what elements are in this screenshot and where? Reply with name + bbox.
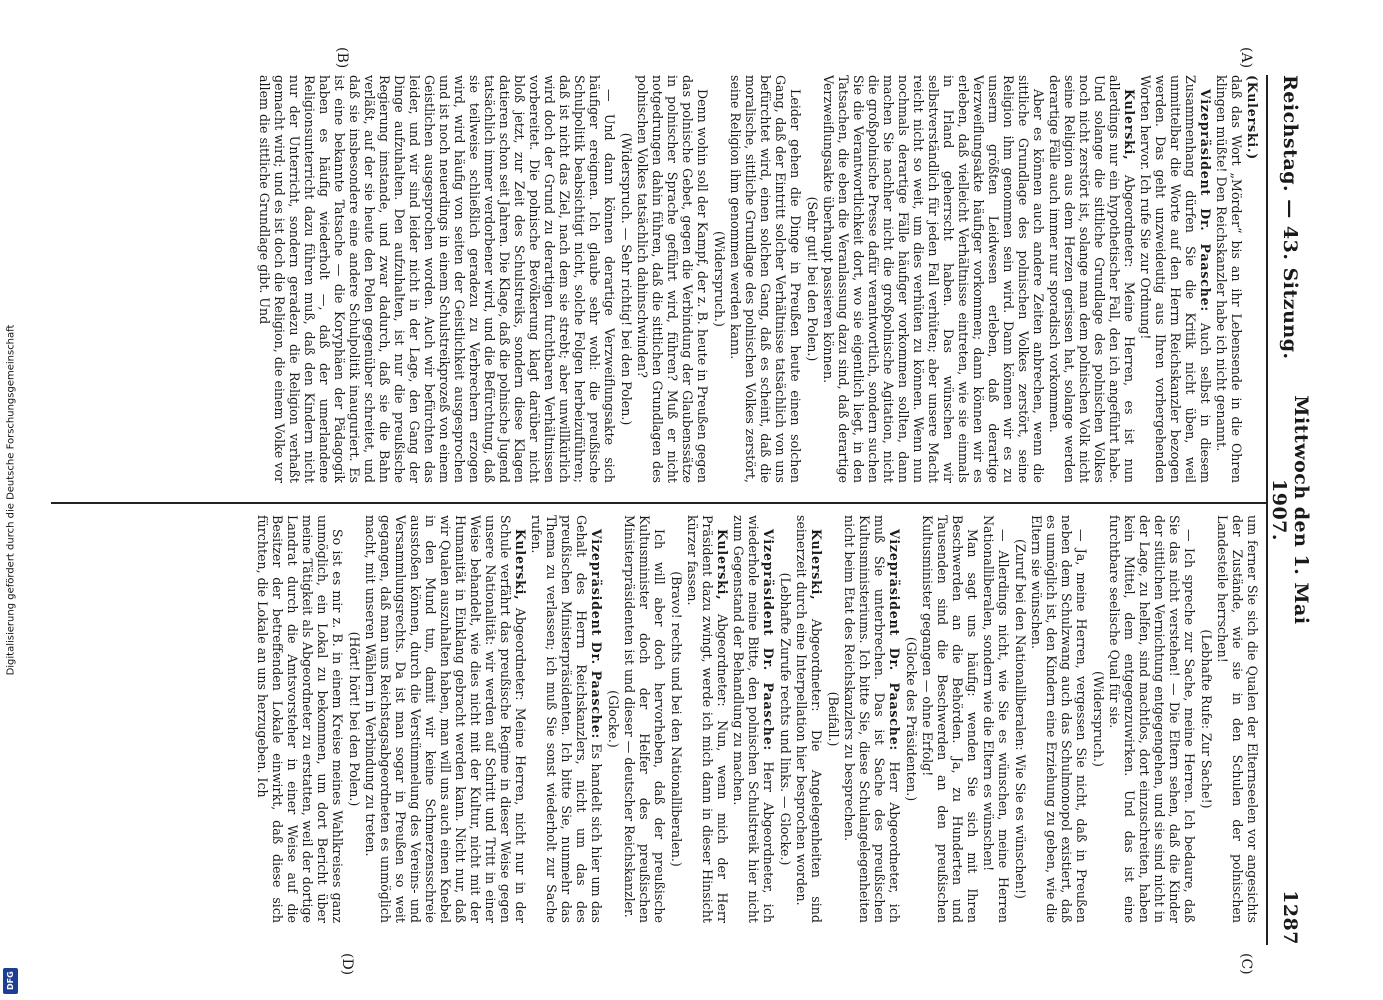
credit-text: Digitalisierung gefördert durch die Deutsche Forschungsgemeinschaft (5, 324, 17, 676)
speech-paragraph (685, 515, 730, 923)
speech-paragraph (842, 515, 902, 923)
speaker-name: Vizepräsident Dr. Paasche: (761, 529, 776, 751)
paragraph: Leider gehen die Dinge in Preußen heute einen solchen Gang, daß der Eintritt solcher Verhältnisse tatsächlich von uns befürchtet wird, einen solchen Gang, daß es scheint, daß die moralische, sittliche Grundlage des polnischen Volkes zerstört, seine Religion ihm genommen werden kann. (728, 75, 803, 483)
interjection: (Glocke.) (606, 690, 621, 748)
right-column (55, 515, 1260, 923)
speech-text: Abgeordneter: Nun, wenn mich der Herr Präsident dazu zwingt, werde ich mich dann in dieser Hinsicht kürzer fassen. (685, 515, 730, 923)
speech-paragraph (1047, 75, 1137, 483)
interjection: (Bravo! rechts und bei den Nationalliberalen.) (669, 571, 684, 867)
speech-paragraph (529, 515, 604, 923)
margin-marker-b: (B) (334, 47, 350, 69)
speech-text: Abgeordneter: Meine Herren, es ist nun allerdings nur ein hypothetischer Fall, den ich angeführt habe. Und solange die sittliche Grundlage des polnischen Volkes noch nicht zerstört ist, solange man dem polnischen Volk nicht seine Religion aus dem Herzen gerissen hat, solange werden derartige Fälle auch immer nur sporadisch vorkommen. (1047, 75, 1137, 483)
speech-paragraph (1138, 75, 1213, 483)
margin-marker-d: (D) (339, 953, 355, 976)
speech-paragraph (731, 515, 776, 923)
running-head (1270, 75, 1310, 945)
speech-paragraph (363, 515, 528, 923)
interjection: (Sehr gut! bei den Polen.) (805, 196, 820, 362)
interjection: (Hört! hört! bei den Polen.) (347, 631, 362, 807)
speech-paragraph (794, 515, 824, 923)
scanned-page (45, 47, 1312, 976)
running-head-date: Mittwoch den 1. Mai 1907. (1268, 395, 1312, 625)
speech-text: Herr Abgeordneter, ich wiederhole meine Bitte, den polnischen Schulstreik hier nicht zum Gegenstand der Behandlung zu machen. (731, 515, 776, 923)
paragraph: um ferner Sie sich die Qualen der Elternseelen vor angesichts der Zustände, wie sie in den Schulen der polnischen Landesteile herrschen! (1215, 515, 1260, 923)
speaker-name: Kulerski, (513, 529, 528, 601)
page-number: 1287 (1279, 890, 1301, 945)
speech-text: Abgeordneter: Die Angelegenheiten sind seinerzeit durch eine Interpellation hier besprochen worden. (794, 515, 824, 923)
paragraph: Man sagt uns häufig: wenden Sie sich mit Ihren Beschwerden an die Behörden. Ja, zu Hunderten und Tausenden sind die Beschwerden an den preußischen Kultusminister gegangen — ohne Erfolg! (920, 515, 980, 923)
running-head-session: Reichstag. — 43. Sitzung. (1279, 75, 1301, 360)
paragraph: So ist es mir z. B. in einem Kreise meines Wahlkreises ganz unmöglich, ein Lokal zu bekommen, um dort Bericht über meine Tätigkeit als Abgeordneter zu erstatten, weil der dortige Landrat durch die Amtsvorsteher in einer Weise auf die Besitzer der betreffenden Lokale einwirkt, daß diese sich fürchten, die Lokale an uns herzugeben. Ich (255, 515, 345, 923)
speaker-name: Kulerski, (1122, 89, 1137, 161)
paragraph: Denn wohin soll der Kampf, der z. B. heute in Preußen gegen das polnische Gebet, gegen die Verbindung der Glaubenssätze in polnischer Sprache geführt wird, führen? Muß er nicht notgedrungen dahin führen, daß die sittlichen Grundlagen des polnischen Volkes tatsächlich dahinschwinden? (635, 75, 710, 483)
paragraph: daß das Wort „Mörder“ bis an ihr Lebensende in die Ohren klingen müßte! Den Reichskanzler habe ich nicht genannt. (1214, 75, 1244, 483)
paragraph: — Ich spreche zur Sache, meine Herren. Ich bedaure, daß Sie das nicht verstehen! — Die Eltern sehen, daß die Kinder der sittlichen Vernichtung entgegengehen, und sie sind nicht in der Lage, zu helfen, sind machtlos, dort einzuschreiten, haben kein Mittel, dem entgegenzuwirken. Und das ist eine furchtbare seelische Qual für sie. (1107, 515, 1197, 923)
interjection: (Beifall.) (826, 691, 841, 747)
interjection: (Glocke des Präsidenten.) (904, 636, 919, 802)
dfg-logo: DFG (3, 968, 18, 994)
speech-text: Abgeordneter: Meine Herren, nicht nur in der Schule verfährt das preußische Regime in dieser Weise gegen unsere Nationalität: wir werden auf Schritt und Tritt in einer Weise behandelt, wie dies nicht mit der Kultur, nicht mit der Humanität in Einklang gebracht werden kann. Nicht nur, daß wir Qualen auszuhalten haben, man will uns auch einen Knebel in den Mund tun, damit wir keine Schmerzensschreie ausstoßen können, durch die Verstümmelung des Vereins- und Versammlungsrechts. Da ist man sogar in Preußen so weit gegangen, daß man uns Reichstagsabgeordneten es unmöglich macht, mit unseren Wählern in Verbindung zu treten. (363, 515, 528, 923)
left-column (55, 75, 1260, 483)
interjection: (Lebhafte Zurufe rechts und links. — Glocke.) (778, 572, 793, 866)
interjection: (Widerspruch.) (1091, 671, 1106, 767)
interjection: (Widerspruch.) (712, 231, 727, 327)
paragraph: Aber es können auch andere Zeiten anbrechen, wenn die sittliche Grundlage des polnischen Volkes zerstört, seine Religion ihm genommen sein wird. Dann können wir es zu unserm größten Leidwesen erleben, daß derartige Verzweiflungsakte häufiger vorkommen; dann können wir es erleben, daß vielleicht Verhältnisse eintreten, wie sie einmals in Irland geherrscht haben. Das wünschen wir selbstverständlich für jeden Fall verhüten; aber unsere Macht reicht nicht so weit, um dies verhüten zu können. Wenn nun nochmals derartige Fälle häufiger vorkommen sollten, dann machen Sie nachher nicht die großpolnische Agitation, nicht die großpolnische Presse dafür verantwortlich, sondern suchen Sie die Verantwortlichkeit dort, wo sie eigentlich liegt, in den Tatsachen, die eben die Veranlassung dazu sind, daß derartige Verzweiflungsakte überhaupt passieren können. (821, 75, 1046, 483)
speech-text: Herr Abgeordneter, ich muß Sie unterbrechen. Das ist Sache des preußischen Kultusministeriums. Ich bitte Sie, diese Schulangelegenheiten nicht beim Etat des Reichskanzlers zu besprechen. (842, 515, 902, 923)
speech-text: Es handelt sich hier um das Gehalt des Herrn Reichskanzlers, nicht um das des preußischen Ministerpräsidenten. Ich bitte Sie, nunmehr das Thema zu verlassen; ich muß Sie sonst wiederholt zur Sache rufen. (529, 515, 604, 923)
paragraph: — Und dann können derartige Verzweiflungsakte sich häufiger ereignen. Ich glaube sehr wohl: die preußische Schulpolitik beabsichtigt nicht, solche Folgen herbeizuführen; daß ist nicht das Ziel, nach dem sie strebt; aber unwillkürlich wird doch der Grund zu derartigen furchtbaren Verhältnissen vorbereitet. Die polnische Bevölkerung klagt darüber nicht bloß jetzt, zur Zeit des Schulstreiks, sondern diese Klagen datieren schon seit Jahren. Die Klage, daß die polnische Jugend tatsächlich immer verdorbener wird, und die Befürchtung, daß sie teilweise schließlich geradezu zu Verbrechern erzogen wird, wird häufig von seiten der Geistlichkeit ausgesprochen und ist noch neuerdings in einem Schulstreikprozeß von einem Geistlichen ausgesprochen worden. Auch wir befürchten das leider, und wir sind leider nicht in der Lage, den Gang der Dinge aufzuhalten. Den aufzuhalten, ist nur die preußische Regierung imstande, und zwar dadurch, daß sie die Bahn verläßt, auf der sie heute den Polen gegenüber schreitet, und daß sie insbesondere eine andere Schulpolitik inauguriert. Es ist eine bekannte Tatsache — die Koryphäen der Pädagogik haben es häufig wiederholt —, daß der umerlandene Religionsunterricht dazu führen muß, daß den Kindern nicht nur der Unterricht, sondern geradezu die Religion verhaßt gemacht wird; und es ist doch die Religion, die einem Volke vor allem die sittliche Grundlage gibt. Und (257, 75, 617, 483)
column-divider (51, 502, 1266, 504)
speaker-name: Kulerski, (715, 529, 730, 601)
speech-text: Auch selbst in diesem Zusammenhang dürfen Sie die Kritik nicht üben, weil unmittelbar die Worte auf den Herrn Reichskanzler bezogen werden. Das geht unzweideutig aus Ihren vorhergehenden Worten hervor. Ich rufe Sie zur Ordnung! (1138, 75, 1213, 483)
paragraph: — Allerdings nicht, wie Sie es wünschen, meine Herren Nationalliberalen, sondern wie die Eltern es wünschen! (981, 515, 1011, 923)
margin-marker-a: (A) (1238, 47, 1254, 69)
header-rule (1266, 75, 1268, 945)
speaker-name: (Kulerski.) (1245, 75, 1260, 160)
speaker-name: Vizepräsident Dr. Paasche: (589, 529, 604, 740)
speaker-name: Vizepräsident Dr. Paasche: (1198, 89, 1213, 312)
margin-marker-c: (C) (1238, 953, 1254, 975)
paragraph: — Ja, meine Herren, vergessen Sie nicht, daß in Preußen neben dem Schulzwang auch das Schulmonopol existiert, daß es unmöglich ist, den Kindern eine Erziehung zu geben, wie die Eltern sie wünschen. (1029, 515, 1089, 923)
interjection: (Widerspruch. — Sehr richtig! bei den Polen.) (619, 132, 634, 426)
paragraph: Ich will aber doch hervorheben, daß der preußische Kultusminister doch der Helfer des preußischen Ministerpräsidenten ist und dieser — deutscher Reichskanzler. (622, 515, 667, 923)
paragraph (1245, 75, 1260, 483)
speaker-name: Vizepräsident Dr. Paasche: (887, 529, 902, 751)
digitalization-credit (0, 0, 22, 1000)
interjection: (Lebhafte Rufe: Zur Sache!) (1199, 629, 1214, 809)
interjection: (Zuruf bei den Nationalliberalen: Wie Sie es wünschen!) (1013, 539, 1028, 899)
speaker-name: Kulerski, (809, 529, 824, 601)
